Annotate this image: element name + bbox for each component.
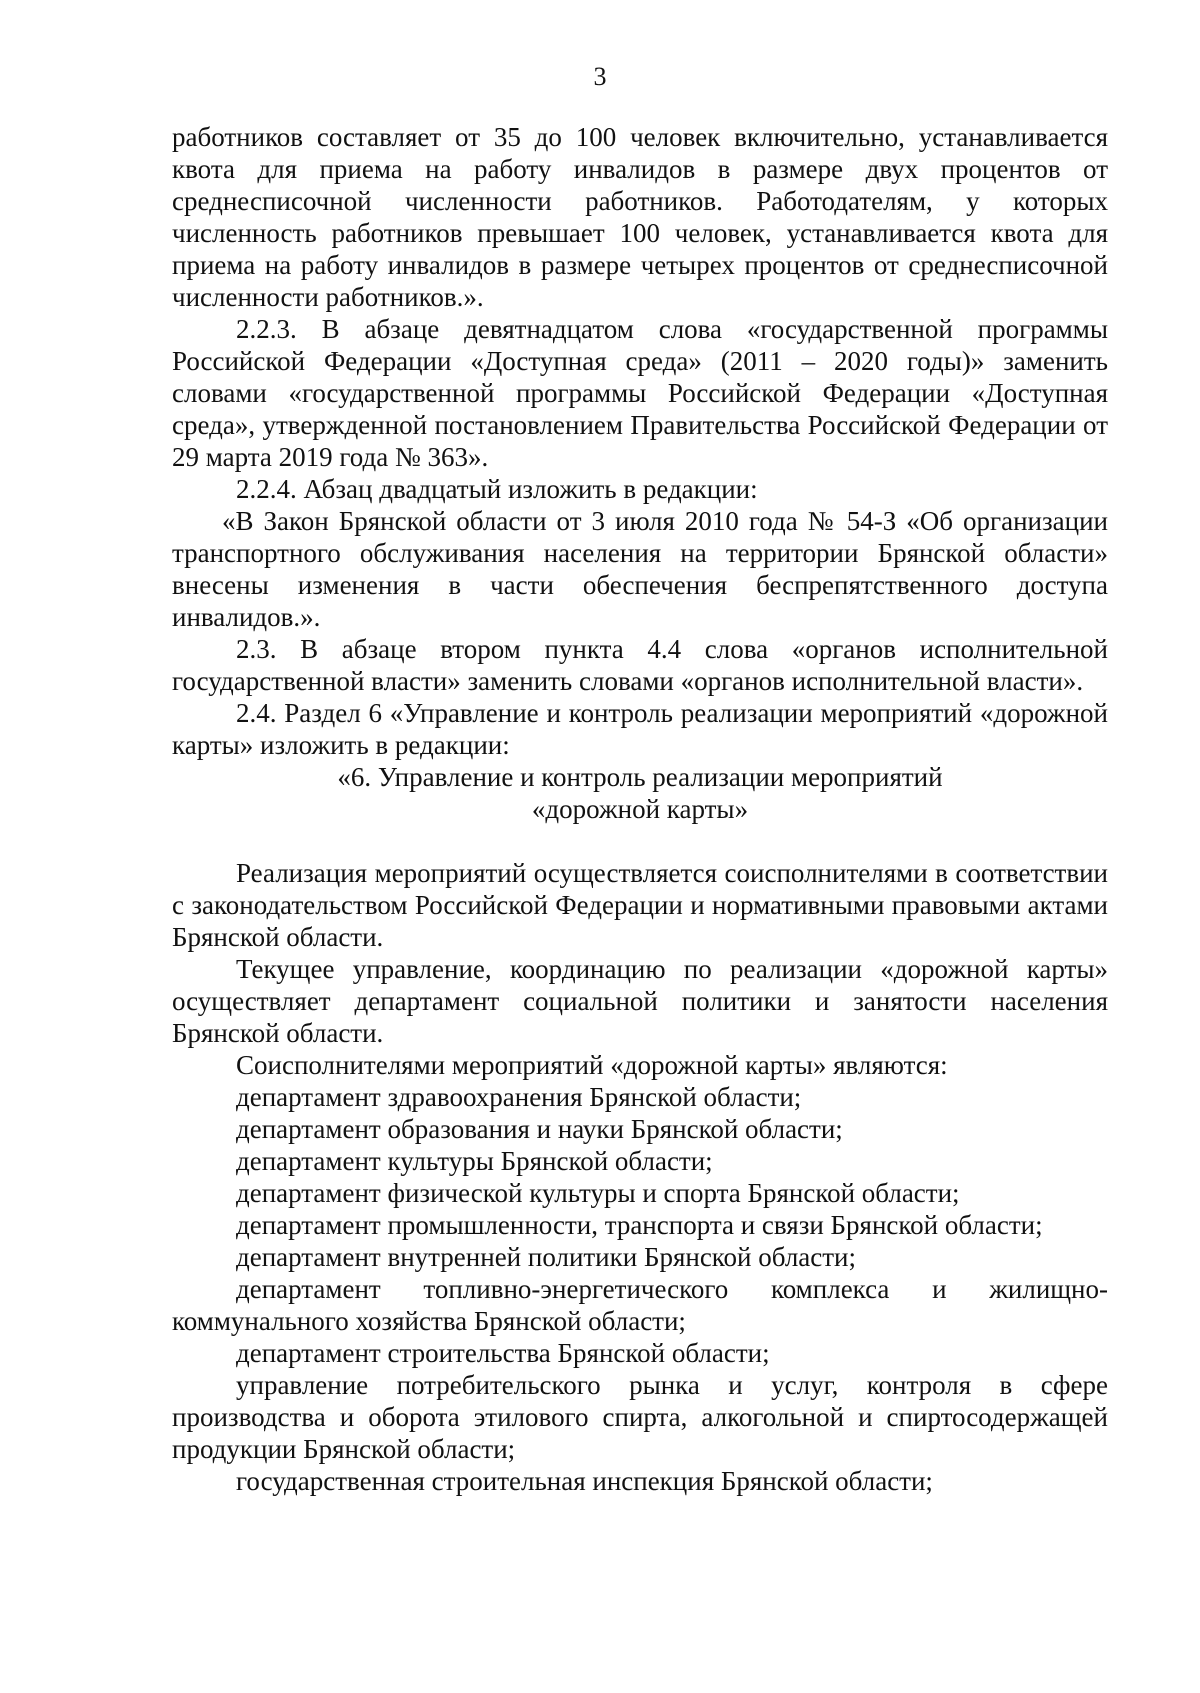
spacer bbox=[172, 825, 1108, 857]
paragraph-implementation: Реализация мероприятий осуществляется соисполнителями в соответствии с законодательством Российской Федерации и нормативными правовыми актами Брянской области. bbox=[172, 858, 1108, 952]
list-item: департамент внутренней политики Брянской области; bbox=[236, 1242, 857, 1272]
page-number: 3 bbox=[593, 62, 607, 91]
section-heading-line-1: «6. Управление и контроль реализации мероприятий bbox=[337, 762, 943, 792]
section-heading bbox=[172, 761, 1108, 825]
list-item: управление потребительского рынка и услуг, контроля в сфере производства и оборота этилового спирта, алкогольной и спиртосодержащей продукции Брянской области; bbox=[172, 1370, 1108, 1464]
list-item: департамент промышленности, транспорта и связи Брянской области; bbox=[236, 1210, 1043, 1240]
co-executors-list bbox=[172, 1081, 1108, 1497]
paragraph-co-executors-intro: Соисполнителями мероприятий «дорожной карты» являются: bbox=[236, 1050, 948, 1080]
paragraph-2-2-4: 2.2.4. Абзац двадцатый изложить в редакции: bbox=[236, 474, 758, 504]
document-body bbox=[172, 121, 1108, 1497]
paragraph-quota: работников составляет от 35 до 100 человек включительно, устанавливается квота для приема на работу инвалидов в размере двух процентов от среднесписочной численности работников. Работодателям, у которых численность работников превышает 100 человек, устанавливается квота для приема на работу инвалидов в размере четырех процентов от среднесписочной численности работников.». bbox=[172, 122, 1108, 312]
list-item: департамент культуры Брянской области; bbox=[236, 1146, 713, 1176]
section-heading-line-2: «дорожной карты» bbox=[531, 794, 749, 824]
paragraph-2-4: 2.4. Раздел 6 «Управление и контроль реализации мероприятий «дорожной карты» изложить в редакции: bbox=[172, 698, 1108, 760]
paragraph-law-quote: «В Закон Брянской области от 3 июля 2010 года № 54-З «Об организации транспортного обслуживания населения на территории Брянской области» внесены изменения в части обеспечения беспрепятственного доступа инвалидов.». bbox=[172, 506, 1108, 632]
list-item: департамент образования и науки Брянской области; bbox=[236, 1114, 843, 1144]
paragraph-current-management: Текущее управление, координацию по реализации «дорожной карты» осуществляет департамент социальной политики и занятости населения Брянской области. bbox=[172, 954, 1108, 1048]
list-item: департамент здравоохранения Брянской области; bbox=[236, 1082, 802, 1112]
list-item: департамент топливно-энергетического комплекса и жилищно-коммунального хозяйства Брянской области; bbox=[172, 1274, 1108, 1336]
list-item: департамент физической культуры и спорта Брянской области; bbox=[236, 1178, 960, 1208]
list-item: департамент строительства Брянской области; bbox=[236, 1338, 770, 1368]
list-item: государственная строительная инспекция Брянской области; bbox=[236, 1466, 933, 1496]
paragraph-2-2-3: 2.2.3. В абзаце девятнадцатом слова «государственной программы Российской Федерации «Доступная среда» (2011 – 2020 годы)» заменить словами «государственной программы Российской Федерации «Доступная среда», утвержденной постановлением Правительства Российской Федерации от 29 марта 2019 года № 363». bbox=[172, 314, 1108, 472]
paragraph-2-3: 2.3. В абзаце втором пункта 4.4 слова «органов исполнительной государственной власти» заменить словами «органов исполнительной власти». bbox=[172, 634, 1108, 696]
